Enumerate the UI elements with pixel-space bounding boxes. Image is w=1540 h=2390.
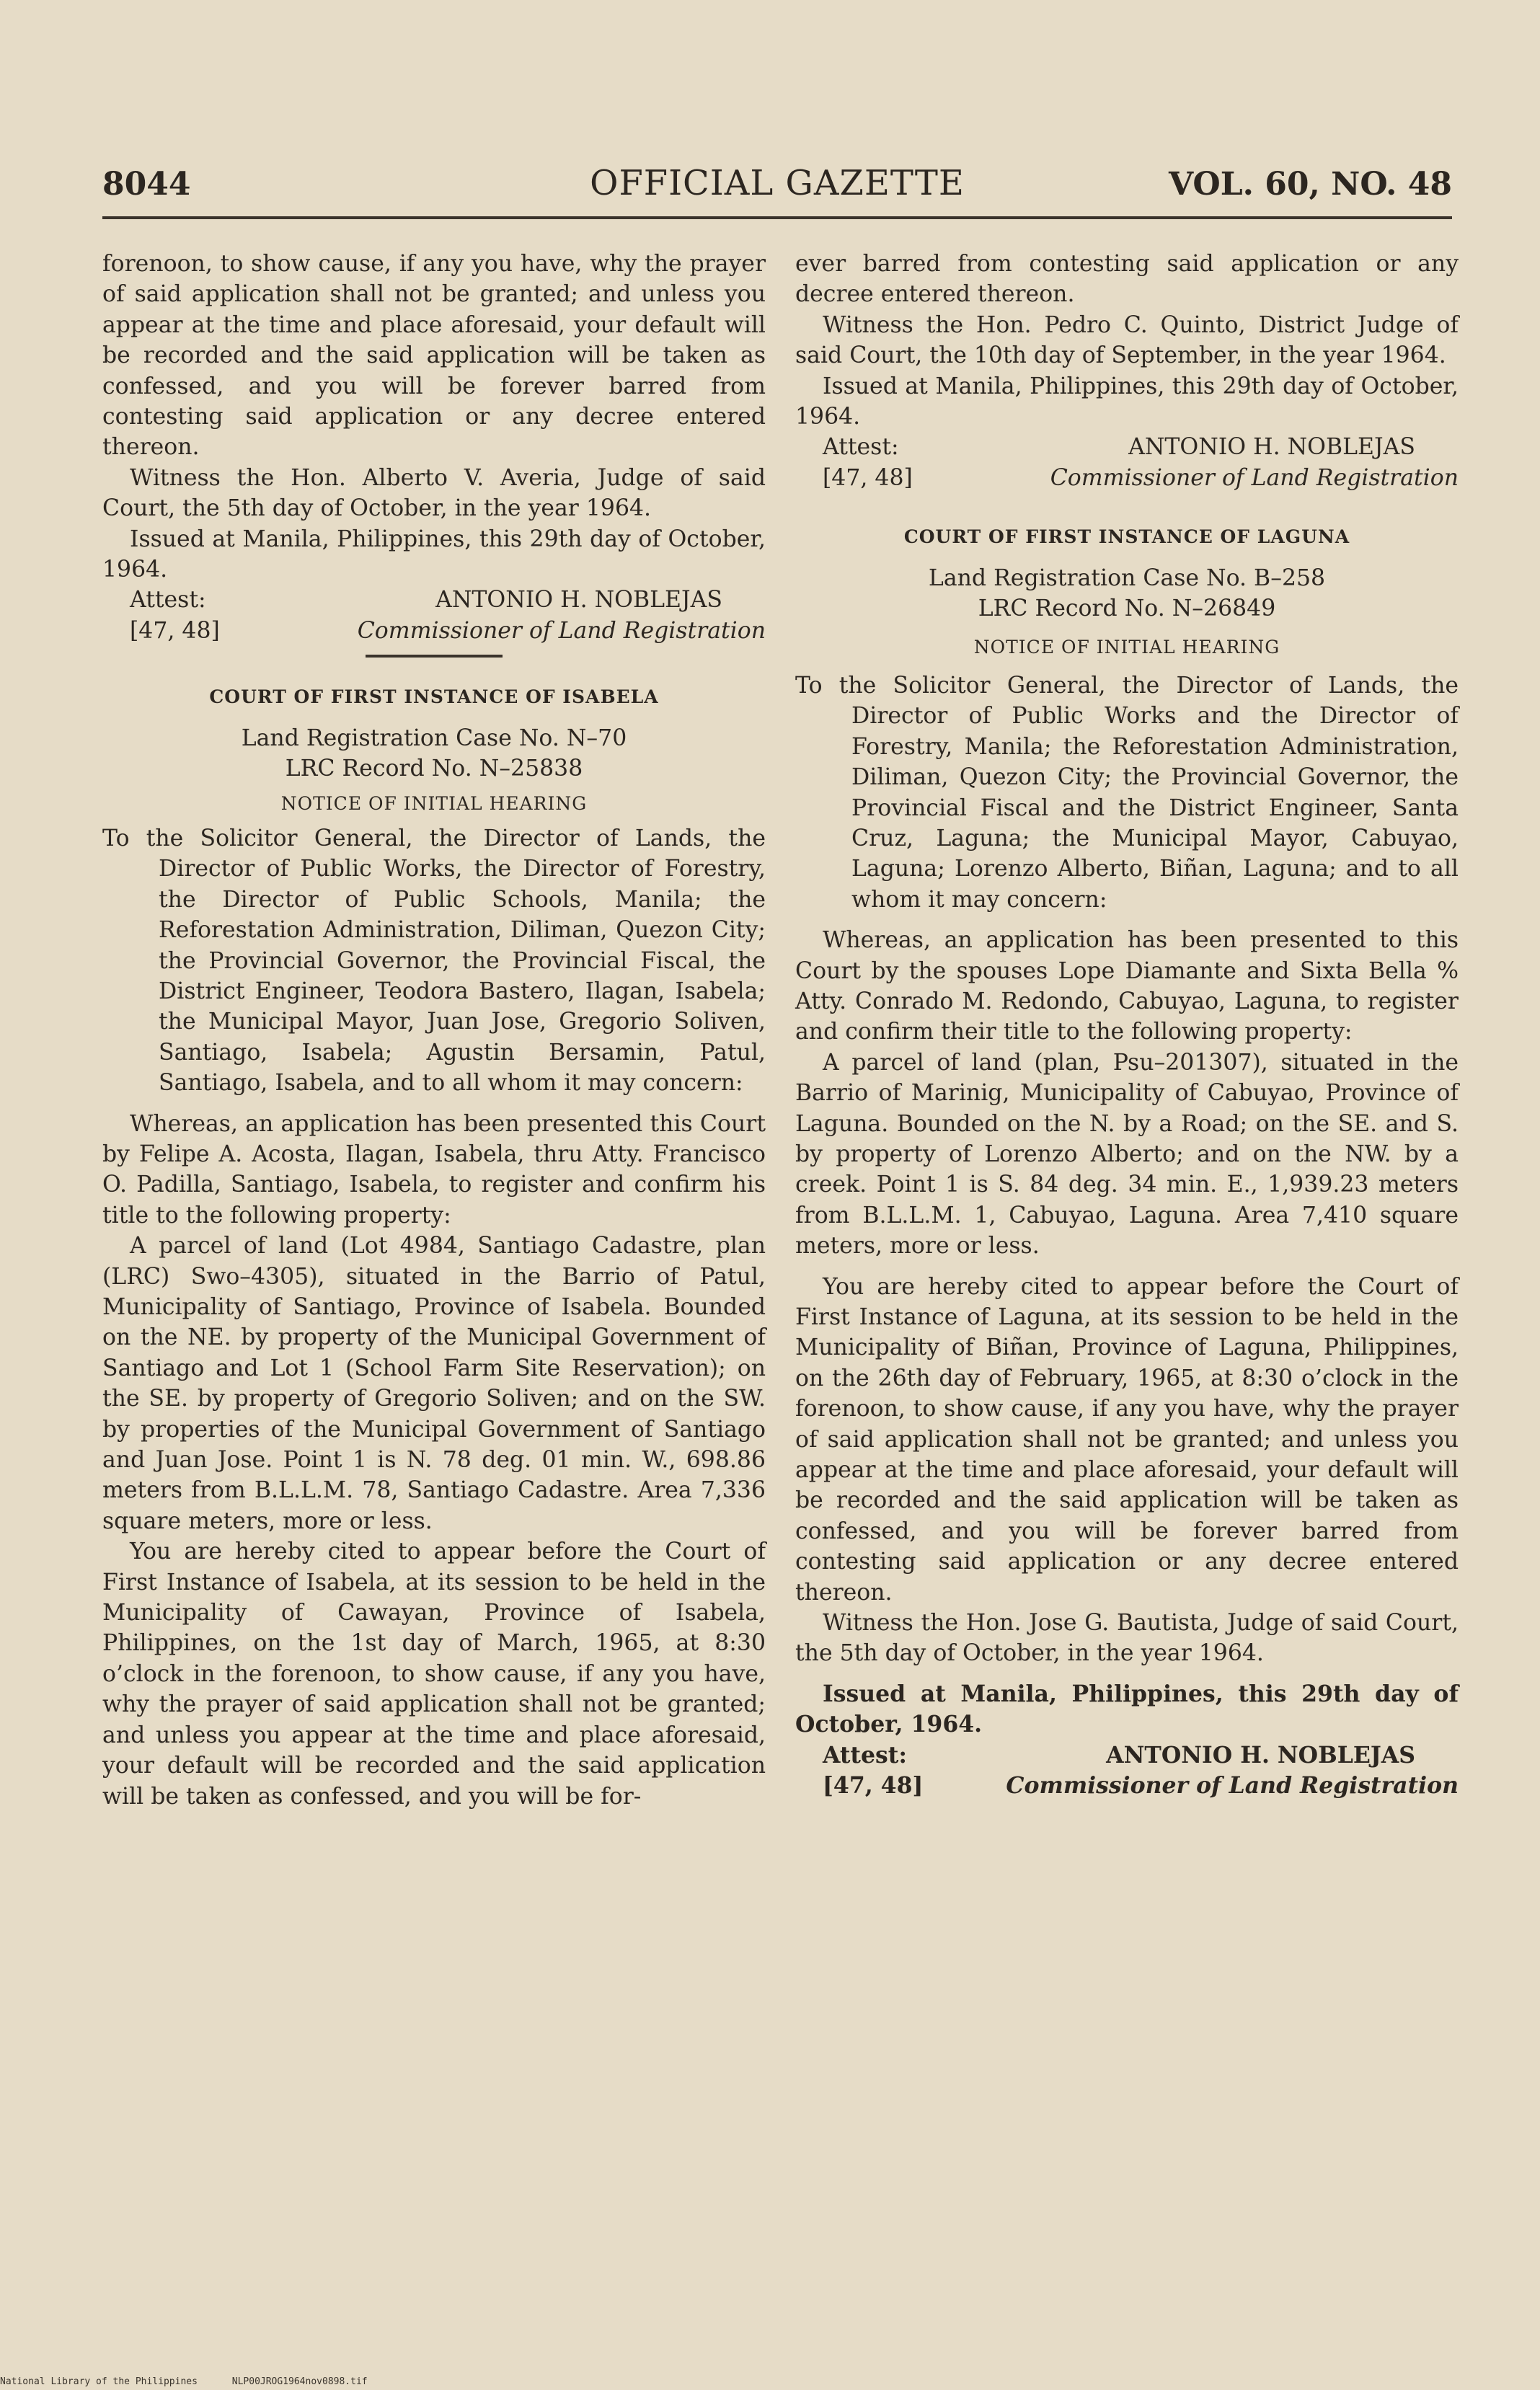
page-number: 8044 (102, 166, 191, 203)
attest-role: Commissioner of Land Registration (357, 617, 766, 644)
file-name: NLP00JROG1964nov0898.tif (231, 2376, 368, 2387)
addressee-paragraph: To the Solicitor General, the Director of Lands, the Director of Public Works and the Director of Forestry, Manila; the Reforestation Administration, Diliman, Quezon City; the Provincial Governor, the Provincial Fiscal and the District Engineer, Santa Cruz, Laguna; the Municipal Mayor, Cabuyao, Laguna; Lorenzo Alberto, Biñan, Laguna; and to all whom it may concern: (795, 672, 1459, 913)
court-heading: COURT OF FIRST INSTANCE OF LAGUNA (903, 526, 1350, 548)
issued-paragraph-2: Issued at Manila, Philippines, this 29th day of October, 1964. (795, 1680, 1459, 1738)
attest-name: ANTONIO H. NOBLEJAS (1128, 434, 1415, 461)
lrc-record: LRC Record No. N–26849 (978, 596, 1276, 622)
volume-number: VOL. 60, NO. 48 (1169, 166, 1452, 203)
scan-footer (0, 2376, 397, 2387)
issued-paragraph: Issued at Manila, Philippines, this 29th day of October, 1964. (795, 373, 1459, 430)
attest-line (102, 585, 766, 615)
issue-reference: [47, 48] (130, 617, 220, 644)
parcel-description: A parcel of land (plan, Psu–201307), situated in the Barrio of Marinig, Municipality of Cabuyao, Province of Laguna. Bounded on the N. by a Road; on the SE. and S. by property of Lorenzo Alberto; and on the NW. by a creek. Point 1 is S. 84 deg. 34 min. E., 1,939.23 meters from B.L.L.M. 1, Cabuyao, Laguna. Area 7,410 square meters, more or less. (795, 1049, 1459, 1260)
attest-role-line (795, 463, 1459, 493)
case-number: Land Registration Case No. N–70 (241, 725, 627, 751)
issue-reference: [47, 48] (823, 1772, 924, 1800)
attest-name: ANTONIO H. NOBLEJAS (435, 587, 722, 614)
attest-line-2 (795, 1740, 1459, 1771)
issued-paragraph: Issued at Manila, Philippines, this 29th day of October, 1964. (102, 526, 766, 583)
witness-paragraph: Witness the Hon. Alberto V. Averia, Judge of said Court, the 5th day of October, in the year 1964. (102, 464, 766, 522)
notice-heading: NOTICE OF INITIAL HEARING (280, 792, 588, 814)
attest-role-line-2 (795, 1771, 1459, 1801)
attest-name: ANTONIO H. NOBLEJAS (1106, 1741, 1415, 1769)
attest-line (795, 432, 1459, 462)
library-name: National Library of the Philippines (0, 2376, 198, 2387)
witness-paragraph: Witness the Hon. Pedro C. Quinto, District Judge of said Court, the 10th day of September, in the year 1964. (795, 311, 1459, 369)
addressee-paragraph: To the Solicitor General, the Director of Lands, the Director of Public Works, the Director of Forestry, the Director of Public Schools, Manila; the Reforestation Administration, Diliman, Quezon City; the Provincial Governor, the Provincial Fiscal, the District Engineer, Teodora Bastero, Ilagan, Isabela; the Municipal Mayor, Juan Jose, Gregorio Soliven, Santiago, Isabela; Agustin Bersamin, Patul, Santiago, Isabela, and to all whom it may concern: (102, 825, 766, 1097)
whereas-paragraph: Whereas, an application has been presented to this Court by the spouses Lope Diamante and Sixta Bella % Atty. Conrado M. Redondo, Cabuyao, Laguna, to register and confirm their title to the following property: (795, 927, 1459, 1045)
witness-paragraph-2: Witness the Hon. Jose G. Bautista, Judge of said Court, the 5th day of October, in the year 1964. (795, 1610, 1459, 1667)
continued-paragraph: forenoon, to show cause, if any you have, why the prayer of said application shall not be granted; and unless you appear at the time and place aforesaid, your default will be recorded and the said application will be taken as confessed, and you will be forever barred from contesting said application or any decree entered thereon. (102, 251, 766, 461)
attest-label: Attest: (823, 434, 899, 461)
right-column (795, 249, 1459, 1802)
header-rule (102, 216, 1452, 219)
cited-paragraph: You are hereby cited to appear before the Court of First Instance of Laguna, at its session to be held in the Municipality of Biñan, Province of Laguna, Philippines, on the 26th day of February, 1965, at 8:30 o’clock in the forenoon, to show cause, if any you have, why the prayer of said application shall not be granted; and unless you appear at the time and place aforesaid, your default will be recorded and the said application will be taken as confessed, and you will be forever barred from contesting said application or any decree entered thereon. (795, 1273, 1459, 1606)
attest-role: Commissioner of Land Registration (1050, 464, 1459, 491)
lrc-record: LRC Record No. N–25838 (285, 756, 583, 782)
publication-title: OFFICIAL GAZETTE (590, 163, 965, 203)
parcel-description: A parcel of land (Lot 4984, Santiago Cadastre, plan (LRC) Swo–4305), situated in the Barrio of Patul, Municipality of Santiago, Province of Isabela. Bounded on the NE. by property of the Municipal Government of Santiago and Lot 1 (School Farm Site Reservation); on the SE. by property of Gregorio Soliven; and on the SW. by properties of the Municipal Government of Santiago and Juan Jose. Point 1 is N. 78 deg. 01 min. W., 698.86 meters from B.L.L.M. 78, Santiago Cadastre. Area 7,336 square meters, more or less. (102, 1233, 766, 1534)
attest-role: Commissioner of Land Registration (1006, 1772, 1459, 1800)
continued-paragraph: ever barred from contesting said application or any decree entered thereon. (795, 251, 1459, 308)
case-number: Land Registration Case No. B–258 (928, 565, 1326, 591)
whereas-paragraph: Whereas, an application has been presented this Court by Felipe A. Acosta, Ilagan, Isabela, thru Atty. Francisco O. Padilla, Santiago, Isabela, to register and confirm his title to the following property: (102, 1110, 766, 1229)
issue-reference: [47, 48] (823, 464, 913, 491)
attest-label: Attest: (823, 1741, 907, 1769)
cited-paragraph: You are hereby cited to appear before the Court of First Instance of Isabela, at its session to be held in the Municipality of Cawayan, Province of Isabela, Philippines, on the 1st day of March, 1965, at 8:30 o’clock in the forenoon, to show cause, if any you have, why the prayer of said application shall not be granted; and unless you appear at the time and place aforesaid, your default will be recorded and the said application will be taken as confessed, and you will be for- (102, 1539, 766, 1810)
attest-role-line (102, 616, 766, 646)
notice-heading: NOTICE OF INITIAL HEARING (973, 637, 1280, 658)
page-header (102, 160, 1452, 212)
left-column (102, 249, 766, 1812)
attest-label: Attest: (130, 587, 206, 614)
court-heading: COURT OF FIRST INSTANCE OF ISABELA (209, 686, 659, 708)
